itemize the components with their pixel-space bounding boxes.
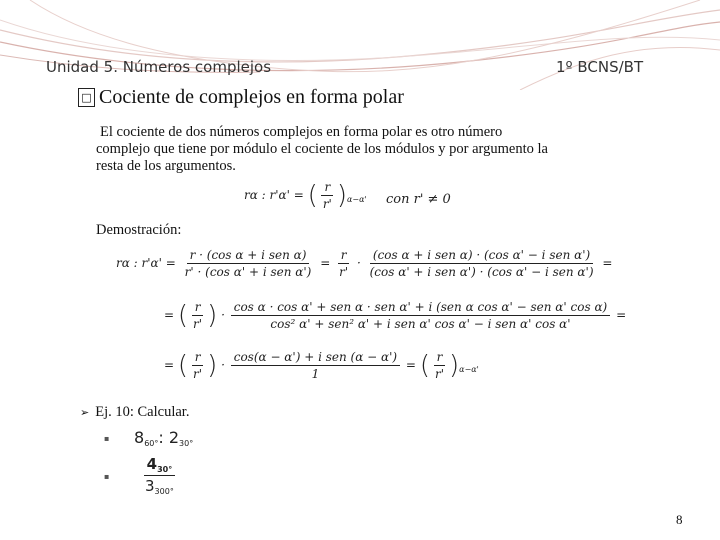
course-header: 1º BCNS/BT bbox=[556, 58, 644, 76]
arrow-bullet-icon: ➢ bbox=[80, 406, 90, 419]
title-text: Cociente de complejos en forma polar bbox=[99, 86, 404, 108]
demo-l1-fraction-2: $\frac{r}{r'}$ bbox=[339, 248, 349, 279]
exercise-item-1-bullet: ▪ bbox=[104, 434, 110, 443]
demo-line-3: = ( $\frac{r}{r'}$ ) · $\frac{\text{cos(α − α') + i sen (α − α')}}{1}$ = ( $\frac{r}{r'}$ )$_{\alpha-\alpha'}$ bbox=[164, 350, 479, 381]
intro-paragraph bbox=[96, 124, 666, 175]
exercise-heading bbox=[80, 404, 189, 421]
unit-header: Unidad 5. Números complejos bbox=[46, 58, 272, 76]
slide-title bbox=[78, 86, 404, 109]
demo-label: Demostración: bbox=[96, 222, 182, 238]
main-formula-condition: con r' ≠ 0 bbox=[386, 192, 451, 207]
intro-line-1: El cociente de dos números complejos en forma polar es otro número bbox=[100, 124, 503, 140]
exercise-label: Ej. 10: Calcular. bbox=[95, 404, 190, 420]
main-formula-fraction: $\frac{r}{r'}$ bbox=[322, 180, 332, 211]
main-formula: rα : r'α' = ( $\frac{r}{r'}$ )$_{\alpha-\alpha'}$ bbox=[244, 180, 367, 211]
exercise-item-2: $\frac{4_{30^\circ}}{3_{300^\circ}}$ bbox=[145, 455, 174, 496]
intro-line-3: resta de los argumentos. bbox=[96, 158, 236, 174]
exercise-item-1: $8_{60^\circ}$: $2_{30^\circ}$ bbox=[134, 428, 194, 448]
main-formula-lhs: rα : r'α' = bbox=[244, 188, 304, 202]
exercise-item-2-bullet: ▪ bbox=[104, 472, 110, 481]
page-number: 8 bbox=[676, 512, 683, 527]
demo-l3-fraction-2: $\frac{\text{cos(α − α') + i sen (α − α')}}{1}$ bbox=[231, 350, 400, 381]
demo-line-2: = ( $\frac{r}{r'}$ ) · cos α · cos α' + sen α · sen α' + i (sen α cos α' − sen α' cos α) cos² α' + sen² α' + i sen α' cos α' − i sen α' cos α' = bbox=[164, 300, 627, 331]
demo-line-1: rα : r'α' = $\frac{\text{r · (cos α + i sen α)}}{\text{r' · (cos α' + i sen α')}}$ = $\frac{r}{r'}$ · $\frac{\text{(cos α + i sen α) · (cos α' − i sen α')}}{\text{(cos α' + i sen α') · (cos α' − i sen α')}}$ = bbox=[116, 248, 613, 279]
intro-line-2: complejo que tiene por módulo el cociente de los módulos y por argumento la bbox=[96, 141, 548, 157]
title-bullet-icon: □ bbox=[78, 88, 95, 107]
demo-l2-fraction-2: cos α · cos α' + sen α · sen α' + i (sen α cos α' − sen α' cos α) cos² α' + sen² α' + i sen α' cos α' − i sen α' cos α' bbox=[231, 300, 611, 331]
demo-l1-fraction-3: $\frac{\text{(cos α + i sen α) · (cos α' − i sen α')}}{\text{(cos α' + i sen α') · (cos α' − i sen α')}}$ bbox=[369, 248, 594, 279]
main-formula-subscript: α−α' bbox=[347, 195, 367, 204]
demo-l3-fraction-1: $\frac{r}{r'}$ bbox=[193, 350, 203, 381]
demo-l1-fraction-1: $\frac{\text{r · (cos α + i sen α)}}{\text{r' · (cos α' + i sen α')}}$ bbox=[184, 248, 312, 279]
decorative-swirl-lines bbox=[0, 0, 720, 90]
demo-l2-fraction-1: $\frac{r}{r'}$ bbox=[193, 300, 203, 331]
demo-l3-result: $\frac{r}{r'}$ bbox=[434, 350, 445, 381]
